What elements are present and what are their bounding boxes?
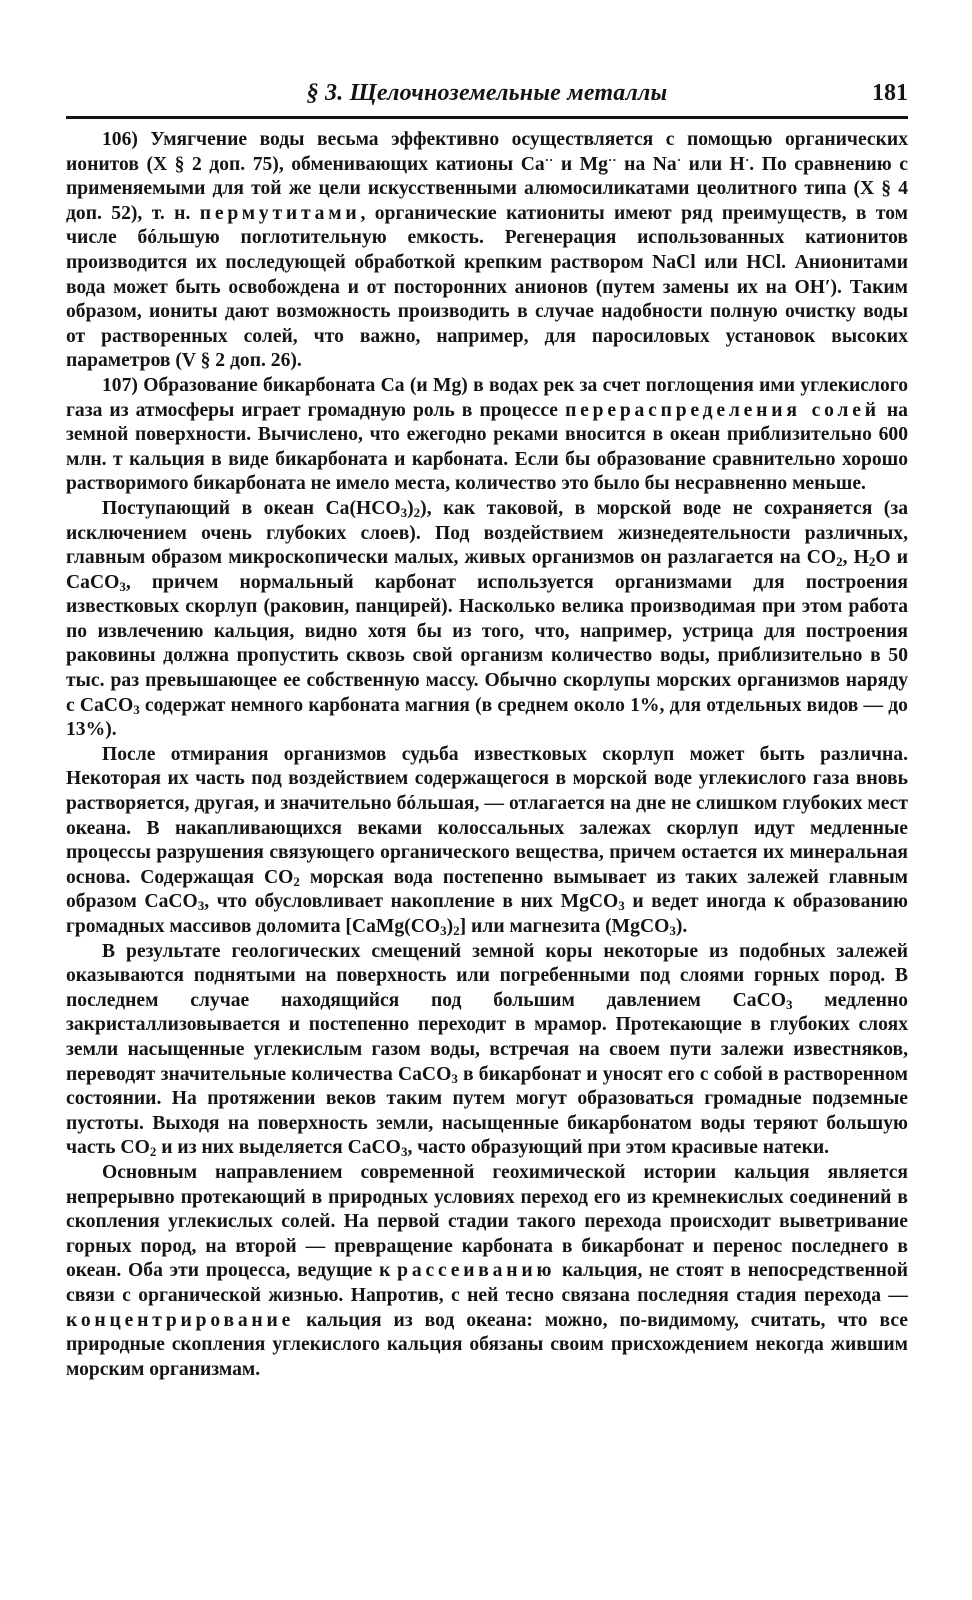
paragraph-geology <box>66 940 908 1161</box>
charge-mark: · <box>676 151 682 167</box>
subscript: 2 <box>453 923 460 938</box>
charge-mark: ·· <box>544 151 554 167</box>
text-run: , часто образующий при этом красивые натеки. <box>407 1137 830 1159</box>
text-run: морская вода постепенно вымывает из таких залежей главным образом CaCO <box>66 866 908 913</box>
text-run: ), как таковой, в морской воде не сохраняется (за исключением очень глубоких слоев). Под воздействием жизнедеятельности различных, главным образом микроскопически малых, живых организмов он разлагается на CO <box>66 497 908 569</box>
text-run: кальция из вод океана: можно, по-видимому, считать, что все природные скопления углекислого кальция обязаны своим присхождением некогда жившим морским организмам. <box>66 1309 908 1380</box>
paragraph-106 <box>66 128 908 374</box>
text-run: и из них выделяется CaCO <box>156 1137 401 1159</box>
paragraph-calcium-ocean: Поступающий в океан $Ca(HCO_3)_2$), как таковой, в морской воде не сохраняется (за исключением очень глубоких слоев). Под воздействием жизнедеятельности различных, главным образом микроскопически малых, живых организмов он разлагается на $CO_2$, $H_2O$ и CaCO$_3$, причем нормальный карбонат используется организмами для построения известковых скорлуп (раковин, панцирей). Насколько велика производимая при этом работа по извлечению кальция, видно хотя бы из того, что, например, устрица для построения раковины должна пропустить сквозь свой организм количество воды, приблизительно в 50 тыс. раз превышающее ее собственную массу. Обычно скорлупы морских организмов наряду с CaCO$_3$ содержат немного карбоната магния (в среднем около 1%, для отдельных видов — до 13%). <box>66 497 908 741</box>
text-run: Поступающий в океан Ca(HCO <box>102 497 401 519</box>
header-title: § 3. Щелочноземельные металлы <box>306 80 668 106</box>
text-run: . По сравнению с применяемыми для той же цели искусственными алюмосиликатами цеолитного типа (X § 4 доп. 52), т. н. <box>66 153 908 224</box>
text-run: и Mg <box>553 153 608 175</box>
paragraph-geochemistry <box>66 1161 908 1382</box>
text-run: содержат немного карбоната магния (в среднем около 1%, для отдельных видов — до 13%). <box>66 694 908 741</box>
spaced-term: концентрирование <box>66 1309 295 1331</box>
spaced-term: перераспределения солей <box>565 399 880 421</box>
text-run: В результате геологических смещений земной коры некоторые из подобных залежей оказываются поднятыми на поверхность или погребенными под слоями горных пород. В последнем случае находящийся под большим давлением CaCO <box>66 940 908 1011</box>
charge-mark: ·· <box>607 151 617 167</box>
subscript: 3 <box>440 923 447 938</box>
text-run: ). <box>675 916 688 937</box>
charge-mark: · <box>744 151 750 167</box>
text-run: O и CaCO <box>66 547 908 593</box>
text-run: Основным направлением современной геохимической истории кальция является непрерывно протекающий в природных условиях переход его из кремнекислых соединений в скопления углекислых солей. На первой стадии такого перехода происходит выветривание горных пород, на второй — превращение карбоната в бикарбонат и перенос последнего в океан. Оба эти процесса, ведущие к <box>66 1161 908 1282</box>
text-run: в бикарбонат и уносят его с собой в растворенном состоянии. На протяжении веков таким путем могут образоваться громадные подземные пустоты. Выходя на поверхность земли, насыщенные бикарбонатом воды теряют большую часть CO <box>66 1063 908 1159</box>
paragraph-107 <box>66 374 908 497</box>
text-run: 107) Образование бикарбоната Ca (и Mg) в водах рек за счет поглощения ими углекислого газа из атмосферы играет громадную роль в процессе <box>66 374 908 421</box>
subscript: 2 <box>413 504 421 520</box>
page-body <box>66 128 908 1382</box>
subscript: 3 <box>197 898 205 914</box>
text-run: 106) Умягчение воды весьма эффективно осуществляется с помощью органических ионитов (X § 2 доп. 75), обменивающих катионы Ca <box>66 129 908 175</box>
text-run: , что обусловливает накопление в них MgCO <box>204 891 619 913</box>
subscript: 3 <box>400 504 408 520</box>
text-run: ] <box>459 916 467 937</box>
text-run: , H <box>842 547 869 569</box>
text-run: , причем нормальный карбонат используется организмами для построения известковых скорлуп (раковин, панцирей). Насколько велика производимая при этом работа по извлечению кальция, видно хотя бы из того, что, например, устрица для построения раковины должна пропустить сквозь свой организм количество воды, приблизительно в 50 тыс. раз превышающее ее собственную массу. Обычно скорлупы морских организмов наряду с CaCO <box>66 571 908 716</box>
page-number: 181 <box>872 80 908 106</box>
text-run: кальция, не стоят в непосредственной связи с органической жизнью. Напротив, с ней тесно связана последняя стадия перехода — <box>66 1260 908 1306</box>
subscript: 3 <box>451 1070 458 1086</box>
header-rule <box>66 116 908 119</box>
subscript: 3 <box>119 578 126 594</box>
subscript: 2 <box>868 554 876 570</box>
text-run: на земной поверхности. Вычислено, что ежегодно реками вносится в океан приблизительно 600 млн. т кальция в виде бикарбоната и карбоната. Если бы образование сравнительно хорошо растворимого бикарбоната не имело места, количество это было бы несравненно меньше. <box>66 399 908 495</box>
text-run: и ведет иногда к образованию громадных массивов доломита [CaMg(CO <box>66 891 908 937</box>
text-run: После отмирания организмов судьба известковых скорлуп может быть различна. Некоторая их часть под воздействием содержащегося в морской воде углекислого газа вновь растворяется, другая, и значительно бóльшая, — отлагается на дне не слишком глубоких мест океана. В накапливающихся веками колоссальных залежах скорлуп идут медленные процессы разрушения связующего органического вещества, причем остается их минеральная основа. Содержащая CO <box>66 743 908 888</box>
subscript: 3 <box>669 923 676 938</box>
subscript: 2 <box>293 873 300 889</box>
subscript: 2 <box>836 554 843 570</box>
text-run: или магнезита (MgCO <box>466 916 670 937</box>
subscript: 3 <box>400 1144 408 1160</box>
subscript: 3 <box>133 701 140 717</box>
subscript: 3 <box>785 996 793 1012</box>
running-header <box>66 74 908 108</box>
spaced-term: рассеиванию <box>397 1260 556 1282</box>
paragraph-shells-fate: После отмирания организмов судьба известковых скорлуп может быть различна. Некоторая их часть под воздействием содержащегося в морской воде углекислого газа вновь растворяется, другая, и значительно бóльшая, — отлагается на дне не слишком глубоких мест океана. В накапливающихся веками колоссальных залежах скорлуп идут медленные процессы разрушения связующего органического вещества, причем остается их минеральная основа. Содержащая $CO_2$ морская вода постепенно вымывает из таких залежей главным образом CaCO$_3$, что обусловливает накопление в них MgCO$_3$ и ведет иногда к образованию громадных массивов доломита $[CaMg(CO_3)_2]$ или магнезита (MgCO$_3$). <box>66 743 908 938</box>
text-run: или H <box>681 153 745 175</box>
text-run: на Na <box>616 153 677 175</box>
subscript: 2 <box>149 1144 157 1160</box>
subscript: 3 <box>618 898 625 914</box>
spaced-term: пермутитами <box>199 202 361 224</box>
text-run: медленно закристаллизовывается и постепенно переходит в мрамор. Протекающие в глубоких слоях земли насыщенные углекислым газом воды, встречая на своем пути залежи известняков, переводят значительные количества CaCO <box>66 989 908 1085</box>
text-run: , органические катиониты имеют ряд преимуществ, в том числе бóльшую поглотительную емкость. Регенерация использованных катионитов производится их последующей обработкой крепким раствором NaCl или HCl. Анионитами вода может быть освобождена и от посторонних анионов (путем замены их на OH′). Таким образом, иониты дают возможность производить в случае надобности полную очистку воды от растворенных солей, что важно, например, для паросиловых установок высоких параметров (V § 2 доп. 26). <box>66 202 908 372</box>
